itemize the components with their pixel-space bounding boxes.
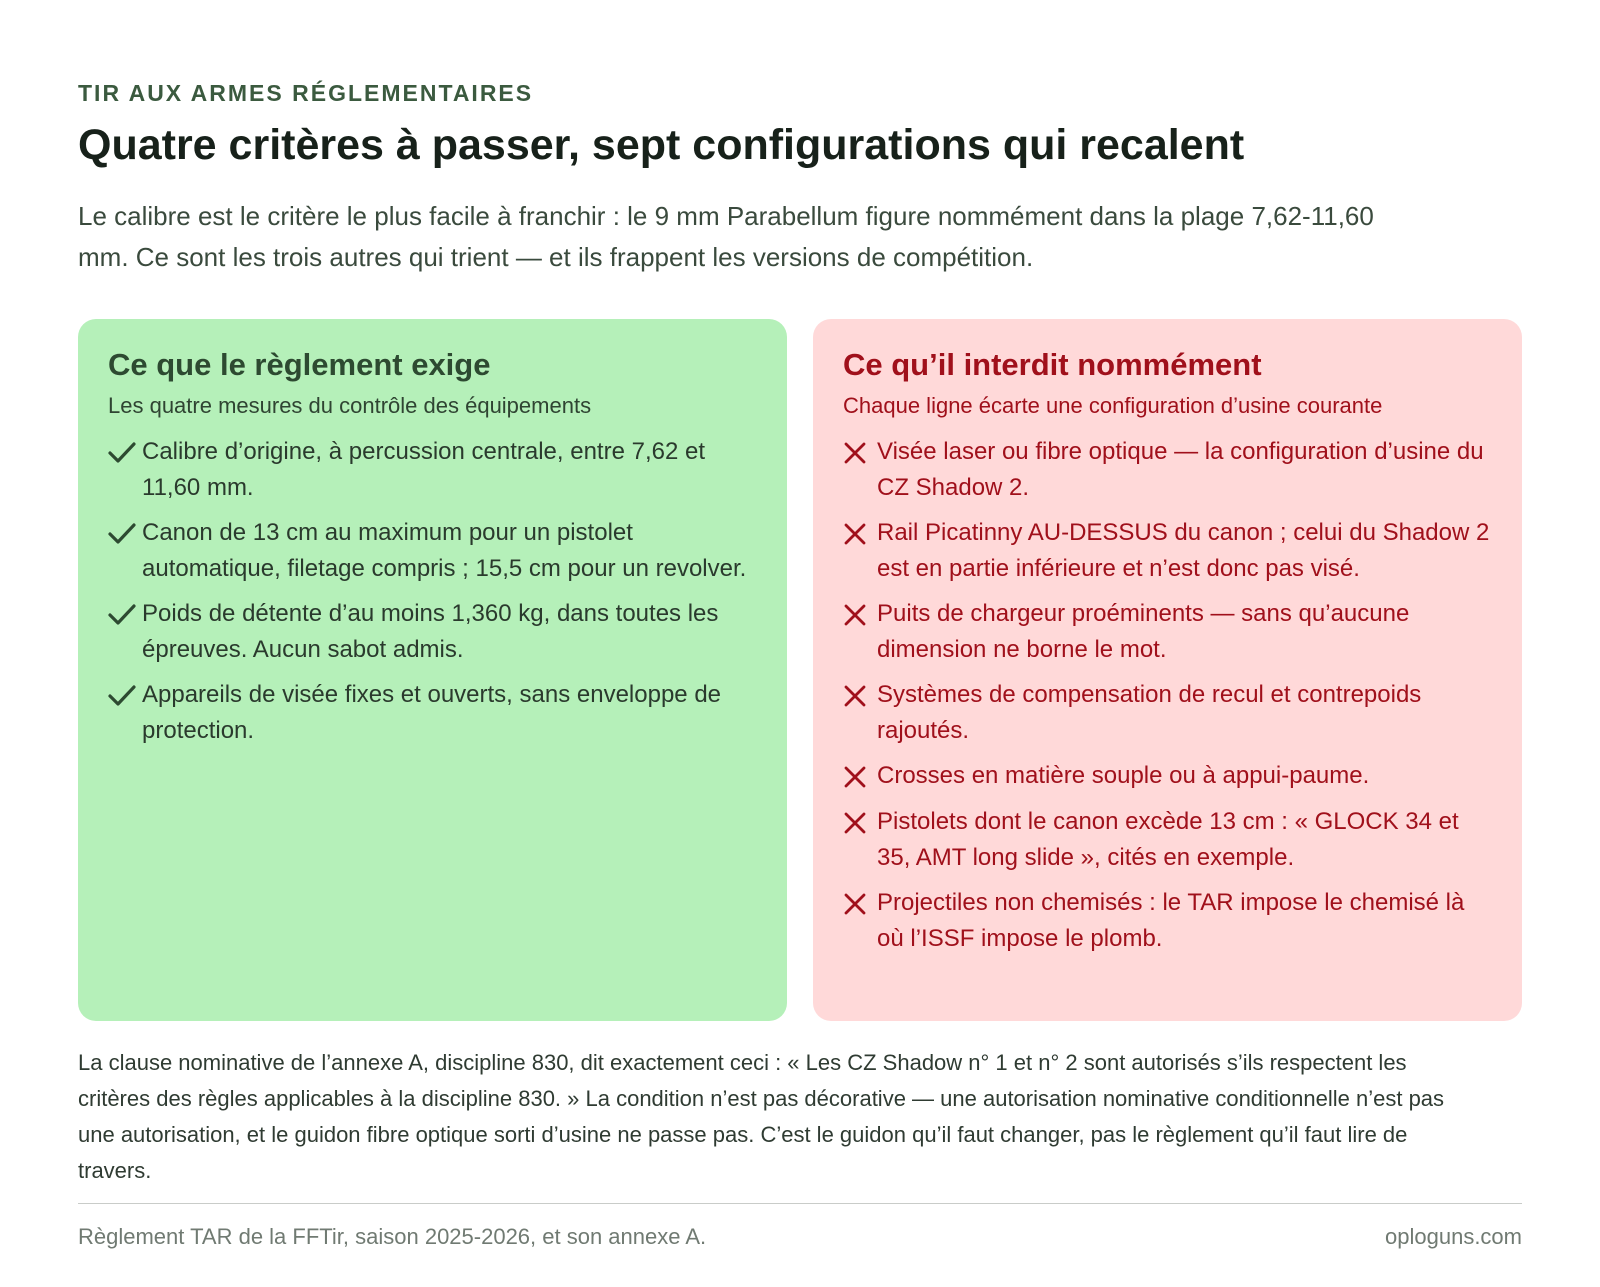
item-text: Rail Picatinny AU-DESSUS du canon ; celui du Shadow 2 est en partie inférieure et n’est donc pas visé. [877, 519, 1490, 582]
prohibition-item [843, 885, 1492, 957]
prohibitions-subtitle: Chaque ligne écarte une configuration d’usine courante [843, 393, 1383, 418]
requirements-list [108, 434, 757, 749]
item-text: Puits de chargeur proéminents — sans qu’aucune dimension ne borne le mot. [877, 600, 1410, 663]
cross-icon [843, 434, 877, 471]
requirement-item [108, 596, 757, 668]
check-icon [108, 515, 142, 552]
item-text: Systèmes de compensation de recul et contrepoids rajoutés. [877, 681, 1422, 744]
item-text: Pistolets dont le canon excède 13 cm : « GLOCK 34 et 35, AMT long slide », cités en exemple. [877, 808, 1459, 871]
cross-icon [843, 885, 877, 922]
prohibition-item [843, 758, 1492, 795]
requirement-item [108, 434, 757, 506]
cross-icon [843, 596, 877, 633]
requirements-title: Ce que le règlement exige [108, 347, 491, 382]
item-text: Projectiles non chemisés : le TAR impose le chemisé là où l’ISSF impose le plomb. [877, 889, 1465, 952]
cross-icon [843, 515, 877, 552]
prohibition-item [843, 677, 1492, 749]
requirement-item [108, 515, 757, 587]
item-text: Calibre d’origine, à percussion centrale, entre 7,62 et 11,60 mm. [142, 438, 705, 501]
kicker: TIR AUX ARMES RÉGLEMENTAIRES [78, 80, 534, 106]
prohibition-item [843, 596, 1492, 668]
cross-icon [843, 804, 877, 841]
prohibitions-title: Ce qu’il interdit nommément [843, 347, 1262, 382]
prohibition-item [843, 515, 1492, 587]
site-name: oploguns.com [1385, 1224, 1522, 1249]
lead-paragraph: Le calibre est le critère le plus facile à franchir : le 9 mm Parabellum figure nommément dans la plage 7,62-11,60 mm. Ce sont les trois autres qui trient — et ils frappent les versions de compétition. [78, 201, 1374, 272]
item-text: Appareils de visée fixes et ouverts, sans enveloppe de protection. [142, 681, 722, 744]
check-icon [108, 434, 142, 471]
prohibitions-card [813, 319, 1522, 1021]
source-note: Règlement TAR de la FFTir, saison 2025-2026, et son annexe A. [78, 1224, 707, 1249]
check-icon [108, 677, 142, 714]
item-text: Crosses en matière souple ou à appui-paume. [877, 762, 1370, 789]
prohibition-item [843, 804, 1492, 876]
page-title: Quatre critères à passer, sept configurations qui recalent [78, 121, 1245, 169]
cross-icon [843, 758, 877, 795]
footer [78, 1222, 1522, 1252]
divider [78, 1203, 1522, 1204]
item-text: Poids de détente d’au moins 1,360 kg, dans toutes les épreuves. Aucun sabot admis. [142, 600, 719, 663]
requirements-card [78, 319, 787, 1021]
item-text: Canon de 13 cm au maximum pour un pistolet automatique, filetage compris ; 15,5 cm pour un revolver. [142, 519, 747, 582]
cross-icon [843, 677, 877, 714]
comparison-cards [78, 319, 1522, 1021]
requirement-item [108, 677, 757, 749]
requirements-subtitle: Les quatre mesures du contrôle des équipements [108, 393, 592, 418]
prohibition-item [843, 434, 1492, 506]
footnote-paragraph: La clause nominative de l’annexe A, discipline 830, dit exactement ceci : « Les CZ Shadow n° 1 et n° 2 sont autorisés s’ils respectent les critères des règles applicables à la discipline 830. » La condition n’est pas décorative — une autorisation nominative conditionnelle n’est pas une autorisation, et le guidon fibre optique sorti d’usine ne passe pas. C’est le guidon qu’il faut changer, pas le règlement qu’il faut lire de travers. [78, 1050, 1445, 1183]
item-text: Visée laser ou fibre optique — la configuration d’usine du CZ Shadow 2. [877, 438, 1484, 501]
prohibitions-list [843, 434, 1492, 957]
check-icon [108, 596, 142, 633]
